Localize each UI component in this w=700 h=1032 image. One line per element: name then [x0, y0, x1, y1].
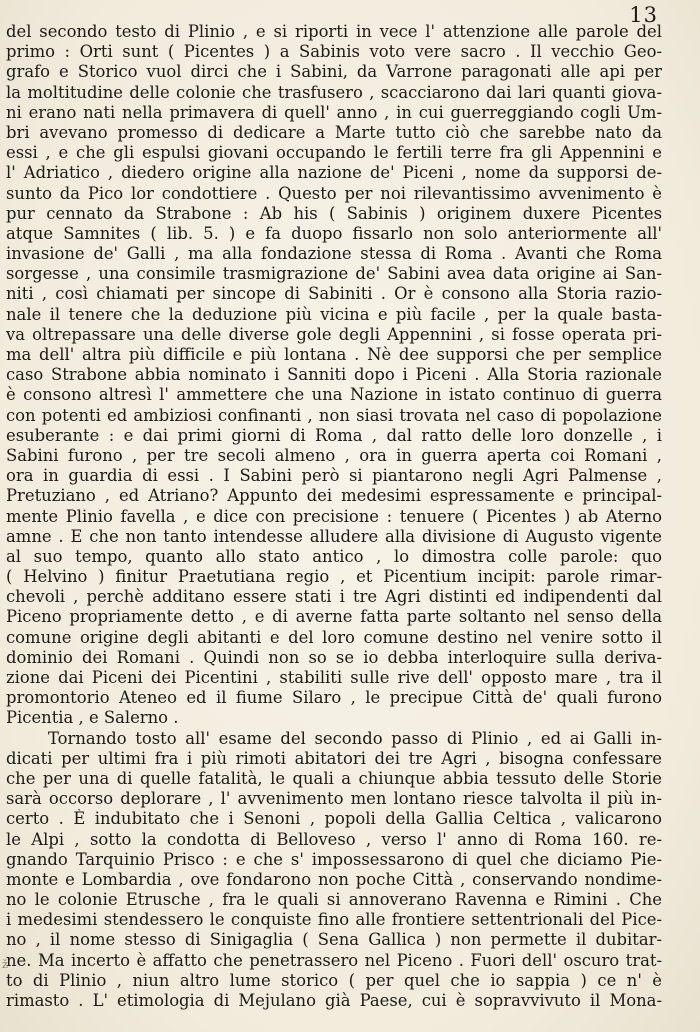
- text-line: ( Helvino ) finitur Praetutiana regio , et Picentium incipit: parole rimar-: [6, 567, 662, 587]
- text-line: no le colonie Etrusche , fra le quali si annoverano Ravenna e Rimini . Che: [6, 890, 662, 910]
- text-line: atque Samnites ( lib. 5. ) e fa duopo fissarlo non solo anteriormente all': [6, 223, 662, 243]
- text-line: gnando Tarquinio Prisco : e che s' impossessarono di quel che diciamo Pie-: [6, 849, 662, 869]
- text-line: è consono altresì l' ammettere che una Nazione in istato continuo di guerra: [6, 385, 662, 405]
- text-line: che per una di quelle fatalità, le quali a chiunque abbia tessuto delle Storie: [6, 768, 662, 788]
- text-line: ma dell' altra più difficile e più lontana . Nè dee supporsi che per semplice: [6, 345, 662, 364]
- body-text: [6, 22, 662, 1011]
- text-line: amne . E che non tanto intendesse alludere alla divisione di Augusto vigente: [6, 526, 662, 546]
- text-line: rimasto . L' etimologia di Mejulano già Paese, cui è sopravvivuto il Mona-: [6, 991, 662, 1010]
- text-line: Piceno propriamente detto , e di averne fatta parte soltanto nel senso della: [6, 607, 662, 627]
- text-line: esuberante : e dai primi giorni di Roma , dal ratto delle loro donzelle , i: [6, 425, 662, 445]
- text-line: primo : Orti sunt ( Picentes ) a Sabinis voto vere sacro . Il vecchio Geo-: [6, 42, 662, 62]
- text-line: monte e Lombardia , ove fondarono non poche Città , conservando nondime-: [6, 869, 662, 889]
- text-line: dicati per ultimi fra i più rimoti abitatori dei tre Agri , bisogna confessare: [6, 748, 662, 768]
- text-line: nale il tenere che la deduzione più vicina e più facile , per la quale basta-: [6, 304, 662, 324]
- text-line: l' Adriatico , diedero origine alla nazione de' Piceni , nome da supporsi de-: [6, 163, 662, 183]
- text-line: zione dai Piceni dei Picentini , stabiliti sulle rive dell' opposto mare , tra il: [6, 668, 662, 687]
- text-line: Sabini furono , per tre secoli almeno , ora in guerra aperta coi Romani ,: [6, 445, 662, 465]
- text-line: bri avevano promesso di dedicare a Marte tutto ciò che sarebbe nato da: [6, 122, 662, 142]
- text-line: pur cennato da Strabone : Ab his ( Sabinis ) originem duxere Picentes: [6, 203, 662, 223]
- text-line: al suo tempo, quanto allo stato antico , lo dimostra colle parole: quo: [6, 546, 662, 566]
- text-line: le Alpi , sotto la condotta di Belloveso , verso l' anno di Roma 160. re-: [6, 829, 662, 849]
- text-line: no , il nome stesso di Sinigaglia ( Sena Gallica ) non permette il dubitar-: [6, 930, 662, 950]
- text-line: i medesimi stendessero le conquiste fino alle frontiere settentrionali del Pice-: [6, 910, 662, 930]
- text-line: comune origine degli abitanti e del loro comune destino nel venire sotto il: [6, 627, 662, 647]
- margin-mark: ž: [2, 958, 8, 971]
- text-line: ora in guardia di essi . I Sabini però si piantarono negli Agri Palmense ,: [6, 466, 662, 486]
- text-line: la moltitudine delle colonie che trasfusero , scacciarono dai lari quanti giova-: [6, 82, 662, 102]
- text-line: sorgesse , una consimile trasmigrazione de' Sabini avea data origine ai San-: [6, 264, 662, 284]
- text-line: niti , così chiamati per sincope di Sabiniti . Or è consono alla Storia razio-: [6, 284, 662, 304]
- text-line: sunto da Pico lor condottiere . Questo per noi rilevantissimo avvenimento è: [6, 183, 662, 203]
- text-line: Pretuziano , ed Atriano? Appunto dei medesimi espressamente e principal-: [6, 486, 662, 506]
- text-line: certo . È indubitato che i Senoni , popoli della Gallia Celtica , valicarono: [6, 809, 662, 829]
- text-line: va oltrepassare una delle diverse gole degli Appennini , si fosse operata pri-: [6, 324, 662, 344]
- text-line: Tornando tosto all' esame del secondo passo di Plinio , ed ai Galli in-: [48, 728, 662, 748]
- text-line: to di Plinio , niun altro lume storico ( per quel che io sappia ) ce n' è: [6, 970, 662, 990]
- text-line: con potenti ed ambiziosi confinanti , non siasi trovata nel caso di popolazione: [6, 405, 662, 425]
- text-line: Picentia , e Salerno .: [6, 708, 179, 728]
- text-line: chevoli , perchè additano essere stati i tre Agri distinti ed indipendenti dal: [6, 587, 662, 607]
- text-line: caso Strabone abbia nominato i Sanniti dopo i Piceni . Alla Storia razionale: [6, 365, 662, 385]
- text-line: essi , e che gli espulsi giovani occupando le fertili terre fra gli Appennini e: [6, 143, 662, 163]
- text-line: mente Plinio favella , e dice con precisione : tenuere ( Picentes ) ab Aterno: [6, 506, 662, 526]
- text-line: grafo e Storico vuol dirci che i Sabini, da Varrone paragonati alle api per: [6, 62, 662, 82]
- text-line: promontorio Ateneo ed il fiume Silaro , le precipue Città de' quali furono: [6, 688, 662, 708]
- text-line: sarà occorso deplorare , l' avvenimento men lontano riesce talvolta il più in-: [6, 789, 662, 809]
- page-number: 13: [629, 3, 658, 27]
- text-line: ni erano nati nella primavera di quell' anno , in cui guerreggiando cogli Um-: [6, 102, 662, 122]
- text-line: invasione de' Galli , ma alla fondazione stessa di Roma . Avanti che Roma: [6, 244, 662, 264]
- text-line: del secondo testo di Plinio , e si riporti in vece l' attenzione alle parole del: [6, 22, 662, 41]
- text-line: dominio dei Romani . Quindi non so se io debba interloquire sulla deriva-: [6, 647, 662, 667]
- text-line: ne. Ma incerto è affatto che penetrassero nel Piceno . Fuori dell' oscuro trat-: [6, 950, 662, 970]
